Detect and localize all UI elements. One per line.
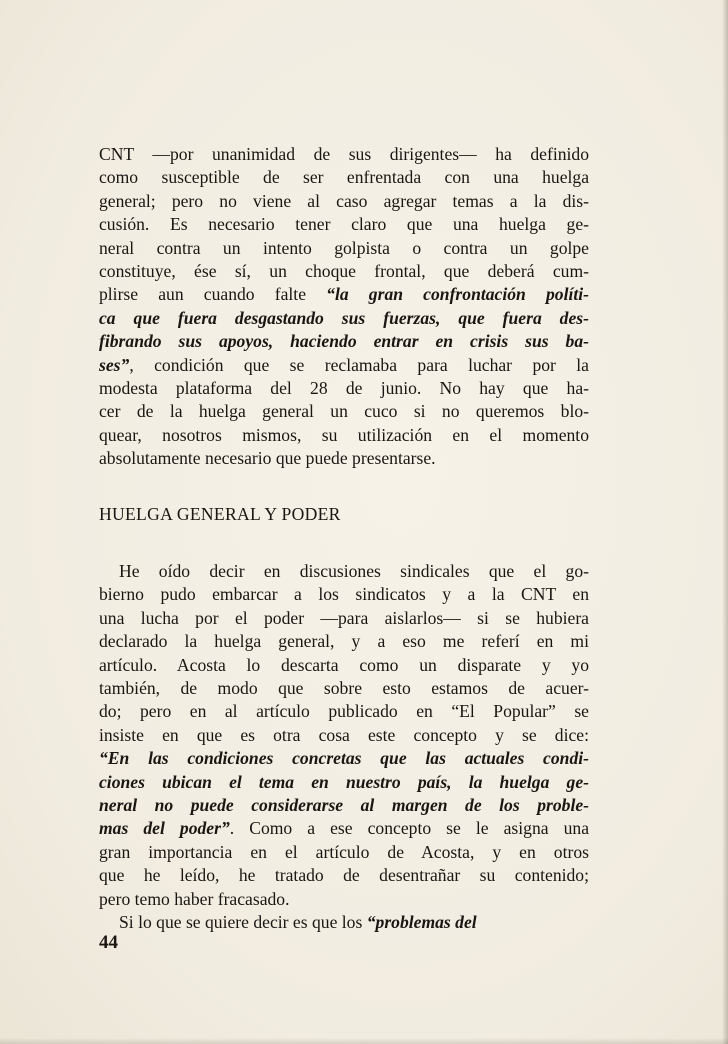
p1-quote-line-1: “la gran confrontación políti-: [326, 284, 589, 305]
p2-line-13: gran importancia en el artículo de Acosta, y en otros: [99, 841, 589, 862]
p1-line-1: CNT —por unanimidad de sus dirigentes— ha definido: [99, 144, 589, 164]
p1-quote-line-4: ses”: [99, 354, 130, 375]
page-bottom-shadow: [0, 1038, 728, 1044]
p2-quote-line-4: mas del poder”: [99, 818, 230, 839]
p2-line-14: que he leído, he tratado de desentrañar su contenido;: [99, 865, 589, 886]
paragraph-1: [99, 143, 589, 471]
p3-text: Si lo que se quiere decir es que los: [119, 912, 367, 933]
p1-line-5: neral contra un intento golpista o contra un golpe: [99, 237, 589, 258]
p2-line-6: también, de modo que sobre esto estamos de acuer-: [99, 678, 589, 699]
p2-line-9: [99, 747, 589, 770]
p2-quote-line-1: “En las condiciones concretas que las actuales condi-: [99, 748, 589, 769]
p2-line-1: He oído decir en discusiones sindicales que el go-: [119, 561, 589, 581]
p1-line-9: [99, 330, 589, 353]
p2-line-10: [99, 771, 589, 794]
page-number: 44: [99, 932, 118, 953]
page-edge-shadow: [722, 0, 728, 1044]
p1-line-4: cusión. Es necesario tener claro que una huelga ge-: [99, 214, 589, 235]
p1-line-13: quear, nosotros mismos, su utilización en el momento: [99, 424, 589, 445]
section-heading: HUELGA GENERAL Y PODER: [99, 504, 341, 524]
p2-line-2: bierno pudo embarcar a los sindicatos y a la CNT en: [99, 584, 589, 605]
p2-line-11: [99, 794, 589, 817]
p3-quote: “problemas del: [366, 912, 477, 933]
p2-line-3: una lucha por el poder —para aislarlos— si se hubiera: [99, 607, 589, 628]
p2-tail-line-1: . Como a ese concepto se le asigna una: [229, 818, 590, 839]
paragraph-2: [99, 560, 589, 935]
p2-line-8: insiste en que es otra cosa este concepto y se dice:: [99, 724, 589, 745]
p2-line-12: [99, 817, 589, 840]
p2-quote-line-3: neral no puede considerarse al margen de los proble-: [99, 795, 589, 816]
p2-line-7: do; pero en al artículo publicado en “El Popular” se: [99, 701, 589, 722]
p1-line-3: general; pero no viene al caso agregar temas a la dis-: [99, 190, 589, 211]
p1-line-14: absolutamente necesario que puede presentarse.: [99, 448, 436, 469]
p1-line-10: [99, 354, 589, 377]
p2-quote-line-2: ciones ubican el tema en nuestro país, la huelga ge-: [99, 771, 589, 792]
p1-quote-line-2: ca que fuera desgastando sus fuerzas, que fuera des-: [99, 307, 589, 328]
p1-tail-line-1: , condición que se reclamaba para luchar por la: [129, 354, 589, 375]
p1-line-12: cer de la huelga general un cuco si no queremos blo-: [99, 401, 589, 422]
p1-line-2: como susceptible de ser enfrentada con una huelga: [99, 167, 589, 188]
p1-line-7-text: plirse aun cuando falte: [99, 284, 327, 305]
p2-line-15: pero temo haber fracasado.: [99, 888, 290, 909]
p1-quote-line-3: fibrando sus apoyos, haciendo entrar en crisis sus ba-: [99, 331, 589, 352]
p2-line-5: artículo. Acosta lo descarta como un disparate y yo: [99, 654, 589, 675]
p1-line-6: constituye, ése sí, un choque frontal, que deberá cum-: [99, 261, 589, 282]
p1-line-11: modesta plataforma del 28 de junio. No hay que ha-: [99, 378, 589, 399]
p2-line-4: declarado la huelga general, y a eso me referí en mi: [99, 631, 589, 652]
p3-line-1: [99, 911, 589, 934]
p1-line-8: [99, 307, 589, 330]
p1-line-7: [99, 283, 589, 306]
